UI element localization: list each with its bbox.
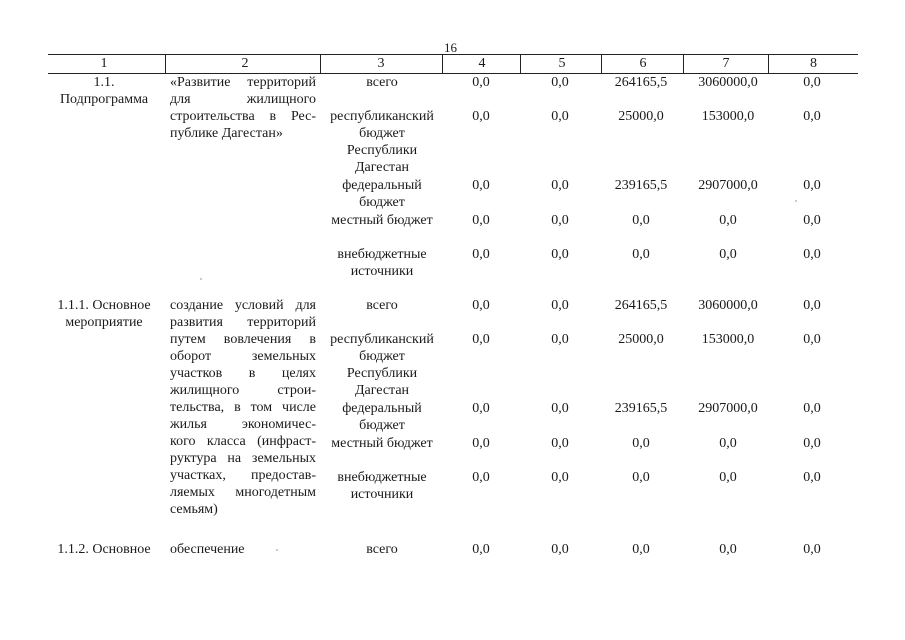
funding-source: внебюджетные bbox=[337, 470, 427, 485]
row-description: строительства в Рес- bbox=[170, 109, 316, 124]
funding-source: Республики bbox=[346, 366, 418, 381]
scan-speck bbox=[276, 549, 278, 551]
row-description: развития территорий bbox=[170, 315, 316, 330]
value-cell: 0,0 bbox=[719, 436, 737, 451]
funding-source: источники bbox=[350, 264, 414, 279]
row-type: мероприятие bbox=[65, 315, 143, 330]
value-cell: 0,0 bbox=[551, 332, 569, 347]
value-cell: 0,0 bbox=[472, 436, 490, 451]
funding-source: местный бюджет bbox=[331, 213, 433, 228]
row-description: создание условий для bbox=[170, 298, 316, 313]
row-code: 1.1. bbox=[93, 75, 115, 90]
value-cell: 0,0 bbox=[472, 332, 490, 347]
scan-speck bbox=[200, 278, 202, 280]
row-description: участках, предостав- bbox=[170, 468, 316, 483]
value-cell: 0,0 bbox=[472, 470, 490, 485]
value-cell: 0,0 bbox=[472, 178, 490, 193]
funding-source: федеральный bbox=[342, 178, 422, 193]
row-description: жилья экономичес- bbox=[170, 417, 316, 432]
funding-source: местный бюджет bbox=[331, 436, 433, 451]
value-cell: 0,0 bbox=[551, 470, 569, 485]
row-description: путем вовлечения в bbox=[170, 332, 316, 347]
row-description: участков в целях bbox=[170, 366, 316, 381]
funding-source: Дагестан bbox=[354, 160, 410, 175]
row-description: «Развитие территорий bbox=[170, 75, 316, 90]
table-header bbox=[48, 54, 858, 74]
value-cell: 0,0 bbox=[551, 178, 569, 193]
value-cell: 0,0 bbox=[551, 298, 569, 313]
value-cell: 0,0 bbox=[719, 213, 737, 228]
header-col-6: 6 bbox=[639, 56, 647, 71]
funding-source: республиканский bbox=[330, 332, 434, 347]
value-cell: 0,0 bbox=[551, 109, 569, 124]
value-cell: 0,0 bbox=[719, 542, 737, 557]
funding-source: всего bbox=[366, 298, 398, 313]
value-cell: 0,0 bbox=[551, 436, 569, 451]
value-cell: 0,0 bbox=[803, 470, 821, 485]
row-type: Подпрограмма bbox=[59, 92, 149, 107]
value-cell: 0,0 bbox=[719, 470, 737, 485]
value-cell: 0,0 bbox=[803, 109, 821, 124]
value-cell: 0,0 bbox=[719, 247, 737, 262]
header-col-4: 4 bbox=[478, 56, 486, 71]
value-cell: 0,0 bbox=[803, 178, 821, 193]
value-cell: 0,0 bbox=[472, 75, 490, 90]
value-cell: 0,0 bbox=[551, 401, 569, 416]
value-cell: 25000,0 bbox=[618, 332, 664, 347]
value-cell: 264165,5 bbox=[614, 75, 668, 90]
value-cell: 153000,0 bbox=[701, 332, 755, 347]
header-col-7: 7 bbox=[722, 56, 730, 71]
row-description: жилищного строи- bbox=[170, 383, 316, 398]
header-col-8: 8 bbox=[810, 56, 817, 71]
scan-speck bbox=[795, 200, 797, 202]
funding-source: бюджет bbox=[359, 418, 405, 433]
value-cell: 264165,5 bbox=[614, 298, 668, 313]
value-cell: 0,0 bbox=[803, 75, 821, 90]
value-cell: 0,0 bbox=[551, 213, 569, 228]
value-cell: 0,0 bbox=[472, 542, 490, 557]
funding-source: бюджет bbox=[359, 349, 405, 364]
value-cell: 3060000,0 bbox=[698, 298, 758, 313]
row-description: семьям) bbox=[170, 502, 218, 517]
value-cell: 239165,5 bbox=[614, 401, 668, 416]
page-number: 16 bbox=[444, 40, 457, 55]
funding-source: источники bbox=[350, 487, 414, 502]
row-code: 1.1.2. Основное bbox=[57, 542, 151, 557]
funding-source: Республики bbox=[346, 143, 418, 158]
value-cell: 0,0 bbox=[632, 213, 650, 228]
header-col-2: 2 bbox=[241, 56, 249, 71]
value-cell: 0,0 bbox=[803, 332, 821, 347]
funding-source: бюджет bbox=[359, 195, 405, 210]
row-description: кого класса (инфраст- bbox=[170, 434, 316, 449]
value-cell: 0,0 bbox=[803, 436, 821, 451]
value-cell: 0,0 bbox=[551, 542, 569, 557]
value-cell: 0,0 bbox=[632, 436, 650, 451]
row-description: оборот земельных bbox=[170, 349, 316, 364]
row-description: публике Дагестан» bbox=[170, 126, 283, 141]
value-cell: 0,0 bbox=[803, 542, 821, 557]
row-description: руктура на земельных bbox=[170, 451, 316, 466]
funding-source: федеральный bbox=[342, 401, 422, 416]
value-cell: 0,0 bbox=[803, 213, 821, 228]
header-col-5: 5 bbox=[558, 56, 566, 71]
funding-source: Дагестан bbox=[354, 383, 410, 398]
funding-source: бюджет bbox=[359, 126, 405, 141]
value-cell: 0,0 bbox=[472, 247, 490, 262]
value-cell: 0,0 bbox=[472, 109, 490, 124]
row-description: обеспечение bbox=[170, 542, 245, 557]
value-cell: 0,0 bbox=[632, 470, 650, 485]
value-cell: 0,0 bbox=[803, 401, 821, 416]
header-col-1: 1 bbox=[100, 56, 108, 71]
value-cell: 0,0 bbox=[803, 247, 821, 262]
funding-source: внебюджетные bbox=[337, 247, 427, 262]
funding-source: всего bbox=[366, 542, 398, 557]
value-cell: 0,0 bbox=[472, 298, 490, 313]
value-cell: 0,0 bbox=[632, 247, 650, 262]
row-description: тельства, в том числе bbox=[170, 400, 316, 415]
row-description: для жилищного bbox=[170, 92, 316, 107]
value-cell: 0,0 bbox=[472, 401, 490, 416]
value-cell: 25000,0 bbox=[618, 109, 664, 124]
value-cell: 0,0 bbox=[551, 247, 569, 262]
value-cell: 2907000,0 bbox=[698, 401, 758, 416]
funding-source: всего bbox=[366, 75, 398, 90]
header-col-3: 3 bbox=[377, 56, 385, 71]
row-code: 1.1.1. Основное bbox=[57, 298, 151, 313]
value-cell: 0,0 bbox=[472, 213, 490, 228]
funding-source: республиканский bbox=[330, 109, 434, 124]
value-cell: 3060000,0 bbox=[698, 75, 758, 90]
value-cell: 0,0 bbox=[803, 298, 821, 313]
value-cell: 0,0 bbox=[632, 542, 650, 557]
value-cell: 239165,5 bbox=[614, 178, 668, 193]
value-cell: 153000,0 bbox=[701, 109, 755, 124]
row-description: ляемых многодетным bbox=[170, 485, 316, 500]
value-cell: 0,0 bbox=[551, 75, 569, 90]
value-cell: 2907000,0 bbox=[698, 178, 758, 193]
